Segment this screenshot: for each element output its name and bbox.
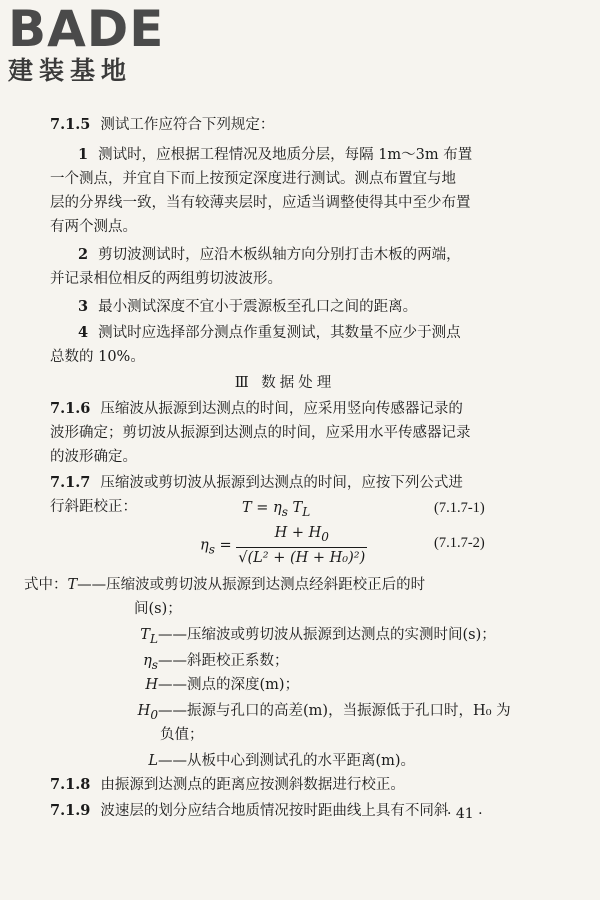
item-1-line-4: 有两个测点。	[50, 219, 137, 235]
clause-number: 7.1.7	[50, 474, 91, 491]
item-2-line-2: 并记录相位相反的两组剪切波波形。	[50, 271, 282, 287]
clause-number: 7.1.5	[50, 116, 91, 133]
eq2-num-sub: 0	[321, 529, 329, 544]
def-symbol	[50, 625, 158, 649]
definition-row-T-cont: 间(s)；	[134, 601, 182, 617]
clause-7-1-7	[50, 473, 520, 493]
clause-7-1-8	[50, 775, 520, 795]
eq2-lhs: η	[200, 537, 209, 554]
definition-row-TL	[50, 625, 520, 649]
item-text: 测试时应选择部分测点作重复测试，其数量不应少于测点	[98, 325, 461, 341]
eq2-fraction	[236, 523, 367, 568]
publisher-logo	[8, 0, 178, 86]
item-number: 4	[78, 324, 89, 341]
clause-number: 7.1.6	[50, 400, 91, 417]
clause-number: 7.1.8	[50, 776, 91, 793]
clause-7-1-6-line-3: 的波形确定。	[50, 449, 137, 465]
logo-mark: BADE	[8, 0, 165, 58]
eq2-lsub: s	[208, 542, 215, 557]
clause-text: 由振源到达测点的距离应按测斜数据进行校正。	[100, 777, 405, 793]
definition-row-L	[50, 751, 520, 771]
item-text: 测试时，应根据工程情况及地质分层，每隔 1m～3m 布置	[98, 147, 473, 163]
eq1-lhs: T = η	[242, 500, 282, 516]
eq1-rsub: L	[302, 504, 311, 519]
eq2-num-text: H + H	[274, 525, 322, 541]
clause-number: 7.1.9	[50, 802, 91, 819]
item-4	[50, 323, 520, 343]
def-text: ——振源与孔口的高差(m)，当振源低于孔口时，H₀ 为	[158, 703, 511, 719]
definition-row-H0-cont: 负值；	[160, 727, 204, 743]
clause-text: 测试工作应符合下列规定：	[100, 117, 275, 133]
logo-subtitle: 建装基地	[8, 56, 133, 85]
definitions-prefix: 式中：	[24, 577, 68, 593]
item-2	[50, 245, 520, 265]
eq2-equals: =	[214, 537, 237, 554]
item-text: 剪切波测试时，应沿木板纵轴方向分别打击木板的两端，	[98, 247, 461, 263]
item-text: 最小测试深度不宜小于震源板至孔口之间的距离。	[98, 299, 418, 315]
clause-text: 波速层的划分应结合地质情况按时距曲线上具有不同斜	[100, 803, 449, 819]
definition-row-H0	[50, 701, 520, 725]
def-symbol	[50, 701, 158, 725]
equation-7-1-7-1	[242, 498, 310, 522]
def-text: ——斜距校正系数；	[158, 653, 289, 669]
definition-row-eta	[50, 651, 520, 675]
clause-7-1-5	[50, 115, 520, 135]
def-text: ——测点的深度(m)；	[158, 677, 300, 693]
equation-7-1-7-2	[200, 523, 367, 568]
page-number: · 41 ·	[447, 806, 483, 822]
eq1-rhs: T	[292, 500, 303, 516]
item-1	[50, 145, 520, 165]
section-heading: Ⅲ 数据处理	[234, 375, 336, 391]
clause-text: 压缩波或剪切波从振源到达测点的时间，应按下列公式进	[100, 475, 463, 491]
item-1-line-3: 层的分界线一致，当有较薄夹层时，应适当调整使得其中至少布置	[50, 195, 471, 211]
item-3	[50, 297, 520, 317]
def-symbol-sub: L	[149, 631, 158, 646]
eq1-number: (7.1.7-1)	[434, 500, 485, 516]
def-symbol-sub: s	[151, 657, 158, 672]
def-symbol	[50, 651, 158, 675]
def-text: ——从板中心到测试孔的水平距离(m)。	[158, 753, 416, 769]
def-text: ——压缩波或剪切波从振源到达测点的实测时间(s)；	[158, 627, 496, 643]
item-4-line-2: 总数的 10%。	[50, 349, 145, 365]
clause-7-1-6-line-2: 波形确定；剪切波从振源到达测点的时间，应采用水平传感器记录	[50, 425, 471, 441]
clause-text: 压缩波从振源到达测点的时间，应采用竖向传感器记录的	[100, 401, 463, 417]
def-symbol-main: η	[143, 653, 152, 669]
def-symbol-sub: 0	[150, 707, 158, 722]
eq1-sub: s	[281, 504, 288, 519]
item-number: 2	[78, 246, 89, 263]
item-1-line-2: 一个测点，并宜自下而上按预定深度进行测试。测点布置宜与地	[50, 171, 456, 187]
def-symbol: T	[67, 577, 78, 593]
def-text: ——压缩波或剪切波从振源到达测点经斜距校正后的时	[77, 577, 426, 593]
item-number: 3	[78, 298, 89, 315]
clause-7-1-6	[50, 399, 520, 419]
definition-row-H	[50, 675, 520, 695]
clause-7-1-7-line-2: 行斜距校正：	[50, 499, 137, 515]
definition-row-T	[24, 575, 494, 595]
eq2-denominator: √(L² + (H + H₀)²)	[238, 549, 366, 566]
eq2-number: (7.1.7-2)	[434, 535, 485, 551]
eq2-numerator	[236, 523, 367, 548]
def-symbol-main: T	[140, 627, 150, 643]
def-symbol-main: H	[137, 703, 151, 719]
def-symbol: H	[145, 677, 158, 693]
def-symbol: L	[148, 753, 158, 769]
item-number: 1	[78, 146, 89, 163]
